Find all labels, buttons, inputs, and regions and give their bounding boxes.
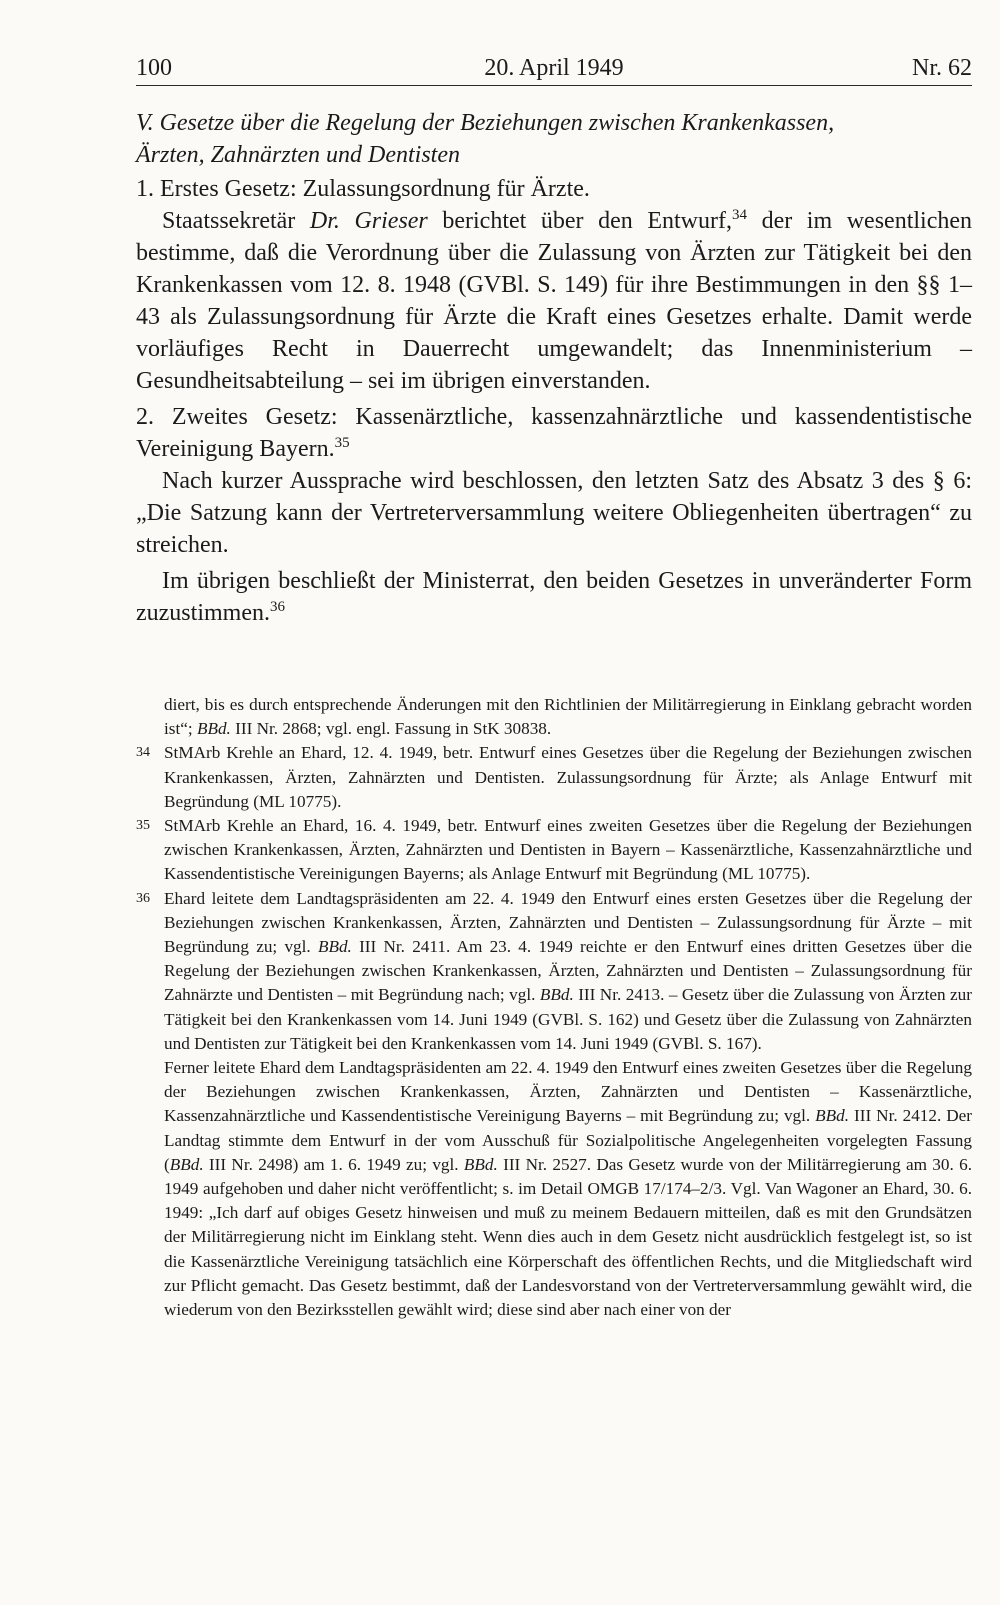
page-number: 100 [136, 55, 172, 81]
footnote-35: 35 StMArb Krehle an Ehard, 16. 4. 1949, betr. Entwurf eines zweiten Gesetzes über die Regelung der Beziehungen zwischen Krankenkassen, Ärzten, Zahnärzten und Dentisten in Bayern – Kassenärztliche, Kassenzahnärztliche und Kassendentistische Vereinigungen Bayerns; als Anlage Entwurf mit Begründung (ML 10775). [136, 816, 972, 884]
header-rule [136, 85, 972, 86]
section-title: V. Gesetze über die Regelung der Beziehungen zwischen Krankenkassen, Ärzten, Zahnärzten und Dentisten [136, 110, 835, 168]
item-2-paragraph-1: Nach kurzer Aussprache wird beschlossen, den letzten Satz des Absatz 3 des § 6: „Die Satzung kann der Vertreterversammlung weitere Obliegenheiten übertragen“ zu streichen. [136, 468, 972, 558]
document-number: Nr. 62 [912, 55, 972, 81]
item-2-paragraph-2: Im übrigen beschließt der Ministerrat, den beiden Gesetzes in unveränderter Form zuzustimmen.$^{36}$ [136, 568, 972, 626]
item-1-paragraph: Staatssekretär Dr. Grieser berichtet über den Entwurf,$^{34}$ der im wesentlichen bestimme, daß die Verordnung über die Zulassung von Ärzten zur Tätigkeit bei den Krankenkassen vom 12. 8. 1948 (GVBl. S. 149) für ihre Bestimmungen in den §§ 1–43 als Zulassungsordnung für Ärzte die Kraft eines Gesetzes erhalte. Damit werde vorläufiges Recht in Dauerrecht umgewandelt; das Innenministerium – Gesundheitsabteilung – sei im übrigen einverstanden. [136, 207, 972, 394]
footnote-ref-36: 36 [269, 599, 285, 615]
running-header [136, 52, 972, 84]
footnotes [136, 693, 972, 1322]
footnote-number: 34 [136, 745, 150, 761]
speaker-name: Dr. Grieser [309, 208, 428, 234]
footnote-36: 36 Ehard leitete dem Landtagspräsidenten am 22. 4. 1949 den Entwurf eines ersten Gesetzes über die Regelung der Beziehungen zwischen Krankenkassen, Ärzten, Zahnärzten und Dentisten – Zulassungsordnung für Ärzte – mit Begründung zu; vgl. BBd. III Nr. 2411. Am 23. 4. 1949 reichte er den Entwurf eines dritten Gesetzes über die Regelung der Beziehungen zwischen Krankenkassen, Ärzten, Zahnärzten und Dentisten – Zulassungsordnung für Zahnärzte und Dentisten – mit Begründung nach; vgl. BBd. III Nr. 2413. – Gesetz über die Zulassung von Ärzten zur Tätigkeit bei den Krankenkassen vom 14. Juni 1949 (GVBl. S. 162) und Gesetz über die Zulassung von Zahnärzten und Dentisten zur Tätigkeit bei den Krankenkassen vom 14. Juni 1949 (GVBl. S. 167). Ferner leitete Ehard dem Landtagspräsidenten am 22. 4. 1949 den Entwurf eines zweiten Gesetzes über die Regelung der Beziehungen zwischen Krankenkassen, Ärzten, Zahnärzten und Dentisten – Kassenärztliche, Kassenzahnärztliche und Kassendentistische Vereinigung Bayerns – mit Begründung zu; vgl. BBd. III Nr. 2412. Der Landtag stimmte dem Entwurf in der vom Ausschuß für Sozialpolitische Angelegenheiten vorgelegten Fassung (BBd. III Nr. 2498) am 1. 6. 1949 zu; vgl. BBd. III Nr. 2527. Das Gesetz wurde von der Militärregierung am 30. 6. 1949 aufgehoben und daher nicht veröffentlicht; s. im Detail OMGB 17/174–2/3. Vgl. Van Wagoner an Ehard, 30. 6. 1949: „Ich darf auf obiges Gesetz hinweisen und muß zu meinem Bedauern mitteilen, daß es mit den Grundsätzen der Militärregierung nicht im Einklang steht. Wenn dies auch in dem Gesetz nicht ausdrücklich festgelegt ist, so ist die Kassenärztliche Vereinigung tatsächlich eine Körperschaft des öffentlichen Rechts, und die Mitgliedschaft wird zur Pflicht gemacht. Das Gesetz bestimmt, daß der Landesvorstand von der Vertreterversammlung gewählt wird, die wiederum von den Bezirksstellen gewählt wird; diese sind aber nach einer von der [136, 887, 972, 1323]
footnote-continued: diert, bis es durch entsprechende Änderungen mit den Richtlinien der Militärregierung in Einklang gebracht worden ist“; BBd. III Nr. 2868; vgl. engl. Fassung in StK 30838. [164, 695, 972, 739]
main-text [136, 107, 972, 629]
header-date: 20. April 1949 [484, 55, 624, 81]
footnote-number: 35 [136, 818, 150, 834]
footnote-number: 36 [136, 890, 150, 906]
footnote-ref-35: 35 [334, 435, 350, 451]
footnote-34: 34 StMArb Krehle an Ehard, 12. 4. 1949, betr. Entwurf eines Gesetzes über die Regelung der Beziehungen zwischen Krankenkassen, Ärzten, Zahnärzten und Dentisten. Zulassungsordnung für Ärzte; als Anlage Entwurf mit Begründung (ML 10775). [136, 743, 972, 811]
footnote-ref-34: 34 [732, 207, 747, 223]
item-1-heading: 1. Erstes Gesetz: Zulassungsordnung für Ärzte. [136, 176, 590, 202]
footnote-36-continuation: Ferner leitete Ehard dem Landtagspräsidenten am 22. 4. 1949 den Entwurf eines zweiten Gesetzes über die Regelung der Beziehungen zwischen Krankenkassen, Ärzten, Zahnärzten und Dentisten – Kassenärztliche, Kassenzahnärztliche und Kassendentistische Vereinigung Bayerns – mit Begründung zu; vgl. BBd. III Nr. 2412. Der Landtag stimmte dem Entwurf in der vom Ausschuß für Sozialpolitische Angelegenheiten vorgelegten Fassung (BBd. III Nr. 2498) am 1. 6. 1949 zu; vgl. BBd. III Nr. 2527. Das Gesetz wurde von der Militärregierung am 30. 6. 1949 aufgehoben und daher nicht veröffentlicht; s. im Detail OMGB 17/174–2/3. Vgl. Van Wagoner an Ehard, 30. 6. 1949: „Ich darf auf obiges Gesetz hinweisen und muß zu meinem Bedauern mitteilen, daß es mit den Grundsätzen der Militärregierung nicht im Einklang steht. Wenn dies auch in dem Gesetz nicht ausdrücklich festgelegt ist, so ist die Kassenärztliche Vereinigung tatsächlich eine Körperschaft des öffentlichen Rechts, und die Mitgliedschaft wird zur Pflicht gemacht. Das Gesetz bestimmt, daß der Landesvorstand von der Vertreterversammlung gewählt wird, die wiederum von den Bezirksstellen gewählt wird; diese sind aber nach einer von der [164, 1058, 972, 1320]
item-2-heading: 2. Zweites Gesetz: Kassenärztliche, kassenzahnärztliche und kassendentistische Vereinigung Bayern.$^{35}$ [136, 404, 972, 462]
